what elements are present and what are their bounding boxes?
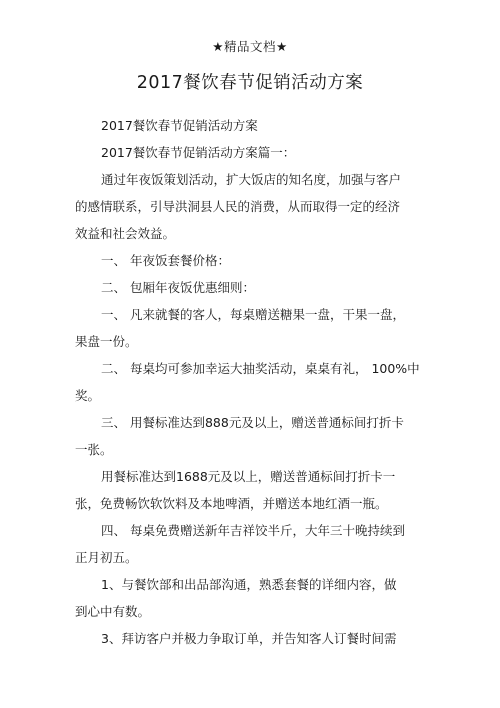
- body-line: 二、 包厢年夜饭优惠细则：: [101, 280, 255, 295]
- body-line: 2017餐饮春节促销活动方案: [101, 118, 258, 133]
- body-line: 一、 年夜饭套餐价格：: [101, 253, 230, 268]
- header-note: ★精品文档★: [212, 39, 288, 54]
- body-line: 一张。: [75, 442, 113, 457]
- body-line: 二、 每桌均可参加幸运大抽奖活动，桌桌有礼， 100%中: [101, 361, 420, 376]
- body-line: 果盘一份。: [75, 334, 138, 349]
- body-line: 2017餐饮春节促销活动方案篇一：: [101, 145, 296, 160]
- body-line: 三、 用餐标准达到888元及以上，赠送普通标间打折卡: [101, 415, 404, 430]
- document-title: 2017餐饮春节促销活动方案: [136, 73, 364, 93]
- body-line: 效益和社会效益。: [75, 226, 176, 241]
- body-line: 一、 凡来就餐的客人，每桌赠送糖果一盘，干果一盘，: [101, 307, 405, 322]
- body-line: 到心中有数。: [75, 604, 151, 619]
- body-line: 奖。: [75, 388, 101, 403]
- body-line: 3、拜访客户并极力争取订单，并告知客人订餐时间需: [101, 631, 397, 646]
- body-line: 通过年夜饭策划活动，扩大饭店的知名度，加强与客户: [101, 172, 402, 187]
- body-line: 张，免费畅饮软饮料及本地啤酒，并赠送本地红酒一瓶。: [75, 496, 388, 511]
- body-line: 正月初五。: [75, 550, 138, 565]
- body-line: 用餐标准达到1688元及以上，赠送普通标间打折卡一: [101, 469, 396, 484]
- body-line: 四、 每桌免费赠送新年吉祥饺半斤，大年三十晚持续到: [101, 523, 405, 538]
- body-line: 的感情联系，引导洪洞县人民的消费，从而取得一定的经济: [75, 199, 401, 214]
- body-line: 1、与餐饮部和出品部沟通，熟悉套餐的详细内容，做: [101, 577, 397, 592]
